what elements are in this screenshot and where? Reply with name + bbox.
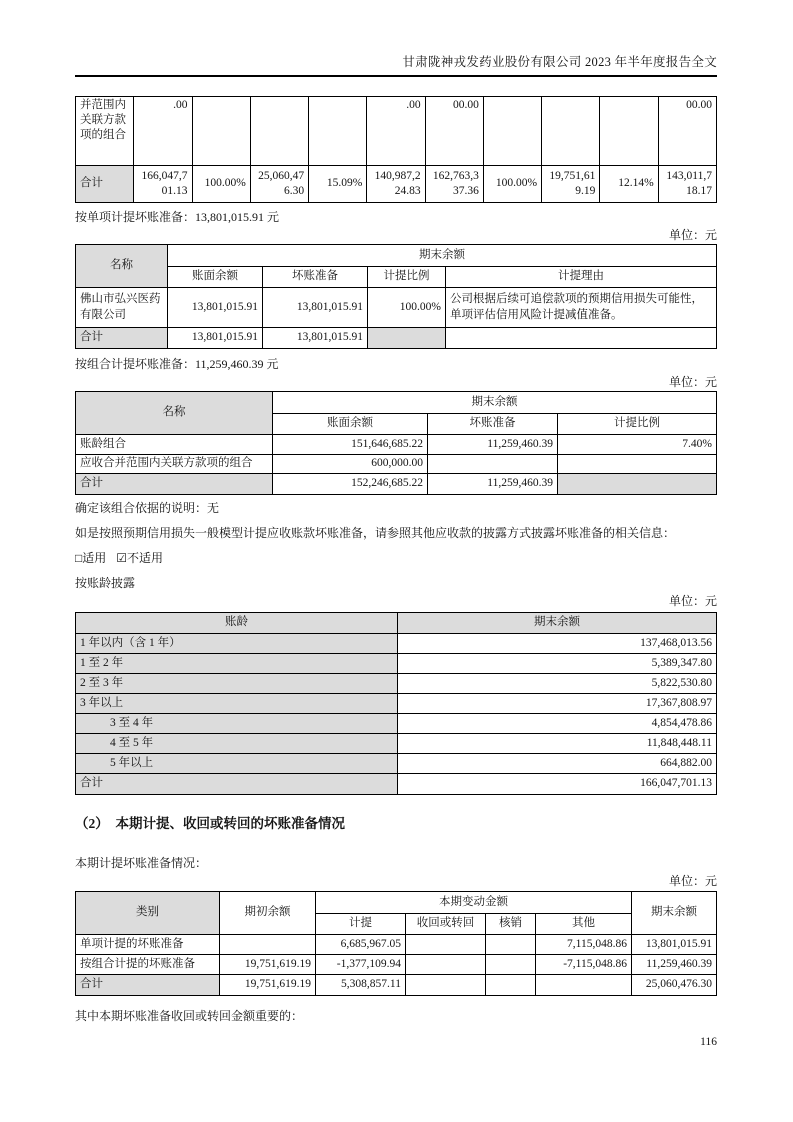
row-label-cell: 按组合计提的坏账准备 <box>76 955 220 975</box>
header-cell: 坏账准备 <box>263 267 368 288</box>
header-row <box>76 613 717 634</box>
value-cell <box>220 935 316 955</box>
value-cell: 152,246,685.22 <box>273 474 428 495</box>
value-cell: 公司根据后续可追偿款项的预期信用损失可能性，单项评估信用风险计提减值准备。 <box>446 288 717 328</box>
value-cell: 166,047,701.13 <box>134 166 192 203</box>
row-label-cell: 4 至 5 年 <box>76 734 398 754</box>
value-cell <box>428 455 558 474</box>
value-cell <box>446 328 717 349</box>
table-row <box>76 734 717 754</box>
document-header-title: 甘肃陇神戎发药业股份有限公司 2023 年半年度报告全文 <box>75 52 717 77</box>
value-cell: 13,801,015.91 <box>263 328 368 349</box>
total-row <box>76 166 717 203</box>
value-cell: 100.00% <box>483 166 541 203</box>
total-row <box>76 975 717 996</box>
value-cell: 600,000.00 <box>273 455 428 474</box>
table-row <box>76 455 717 474</box>
row-label-cell: 并范围内关联方款项的组合 <box>76 97 134 166</box>
section-2-heading: （2） 本期计提、收回或转回的坏账准备情况 <box>75 816 345 831</box>
header-cell: 计提比例 <box>368 267 446 288</box>
note-aging-disclosure: 按账龄披露 <box>75 576 136 590</box>
unit-label: 单位：元 <box>668 228 717 242</box>
value-cell <box>558 455 717 474</box>
row-label-cell: 2 至 3 年 <box>76 674 398 694</box>
value-cell: .00 <box>367 97 425 166</box>
value-cell: 13,801,015.91 <box>263 288 368 328</box>
row-label-cell: 5 年以上 <box>76 754 398 774</box>
value-cell: 137,468,013.56 <box>398 634 717 654</box>
value-cell: 11,259,460.39 <box>428 435 558 455</box>
value-cell: 162,763,337.36 <box>425 166 483 203</box>
value-cell <box>536 975 632 996</box>
value-cell: 166,047,701.13 <box>398 774 717 795</box>
header-row <box>76 392 717 414</box>
total-label-cell: 合计 <box>76 474 273 495</box>
checkbox-applicable: □适用 <box>75 551 107 565</box>
value-cell <box>406 935 486 955</box>
total-row <box>76 328 717 349</box>
table-row <box>76 714 717 734</box>
table-row <box>76 754 717 774</box>
table-row <box>76 674 717 694</box>
row-label-cell: 1 至 2 年 <box>76 654 398 674</box>
header-cell: 期末余额 <box>168 245 717 267</box>
value-cell <box>486 935 536 955</box>
aging-disclosure-table <box>75 612 717 795</box>
header-row <box>76 892 717 914</box>
value-cell: 664,882.00 <box>398 754 717 774</box>
value-cell <box>250 97 308 166</box>
value-cell: -7,115,048.86 <box>536 955 632 975</box>
header-cell: 计提比例 <box>558 414 717 435</box>
table-row <box>76 634 717 654</box>
value-cell <box>368 328 446 349</box>
note-single-item-provision: 按单项计提坏账准备：13,801,015.91 元 <box>75 210 280 224</box>
header-cell: 计提 <box>316 914 406 935</box>
value-cell <box>542 97 600 166</box>
value-cell: 13,801,015.91 <box>168 328 263 349</box>
value-cell: 151,646,685.22 <box>273 435 428 455</box>
value-cell: 11,848,448.11 <box>398 734 717 754</box>
row-label-cell: 3 至 4 年 <box>76 714 398 734</box>
total-label-cell: 合计 <box>76 975 220 996</box>
value-cell: 19,751,619.19 <box>542 166 600 203</box>
value-cell: 7.40% <box>558 435 717 455</box>
table-row <box>76 935 717 955</box>
note-current-provision-intro: 本期计提坏账准备情况： <box>75 856 208 870</box>
header-cell: 其他 <box>536 914 632 935</box>
value-cell <box>486 955 536 975</box>
provision-change-table <box>75 891 717 996</box>
header-row <box>76 245 717 267</box>
value-cell: .00 <box>134 97 192 166</box>
applicability-row <box>75 550 717 566</box>
total-row <box>76 774 717 795</box>
value-cell: 00.00 <box>658 97 716 166</box>
value-cell <box>483 97 541 166</box>
table-row <box>76 288 717 328</box>
value-cell: 13,801,015.91 <box>168 288 263 328</box>
page-number: 116 <box>700 1036 717 1048</box>
value-cell: 6,685,967.05 <box>316 935 406 955</box>
value-cell: 17,367,808.97 <box>398 694 717 714</box>
unit-label: 单位：元 <box>668 874 717 888</box>
checkbox-not-applicable: ☑不适用 <box>116 551 164 565</box>
value-cell: 140,987,224.83 <box>367 166 425 203</box>
header-cell: 账面余额 <box>168 267 263 288</box>
header-row <box>76 267 717 288</box>
value-cell: 15.09% <box>309 166 367 203</box>
header-cell: 类别 <box>76 892 220 935</box>
value-cell <box>309 97 367 166</box>
row-label-cell: 账龄组合 <box>76 435 273 455</box>
value-cell: 5,389,347.80 <box>398 654 717 674</box>
value-cell: 13,801,015.91 <box>632 935 717 955</box>
table-row <box>76 97 717 166</box>
unit-label: 单位：元 <box>668 594 717 608</box>
value-cell: 5,308,857.11 <box>316 975 406 996</box>
row-label-cell: 佛山市弘兴医药有限公司 <box>76 288 168 328</box>
note-ecl-model: 如是按照预期信用损失一般模型计提应收账款坏账准备，请参照其他应收款的披露方式披露坏账准备的相关信息： <box>75 526 676 540</box>
table-row <box>76 694 717 714</box>
note-recovery-important: 其中本期坏账准备收回或转回金额重要的： <box>75 1009 304 1023</box>
row-label-cell: 单项计提的坏账准备 <box>76 935 220 955</box>
value-cell: 11,259,460.39 <box>632 955 717 975</box>
portfolio-provision-table <box>75 391 717 495</box>
value-cell: 00.00 <box>425 97 483 166</box>
table-row <box>76 435 717 455</box>
value-cell: 4,854,478.86 <box>398 714 717 734</box>
header-cell: 计提理由 <box>446 267 717 288</box>
value-cell: 100.00% <box>368 288 446 328</box>
header-cell: 坏账准备 <box>428 414 558 435</box>
value-cell: 7,115,048.86 <box>536 935 632 955</box>
value-cell: 12.14% <box>600 166 658 203</box>
value-cell: 143,011,718.17 <box>658 166 716 203</box>
value-cell: 19,751,619.19 <box>220 975 316 996</box>
table-row <box>76 654 717 674</box>
unit-label: 单位：元 <box>668 375 717 389</box>
value-cell: -1,377,109.94 <box>316 955 406 975</box>
value-cell: 100.00% <box>192 166 250 203</box>
header-cell: 本期变动金额 <box>316 892 632 914</box>
header-cell: 账龄 <box>76 613 398 634</box>
value-cell <box>406 955 486 975</box>
value-cell: 11,259,460.39 <box>428 474 558 495</box>
header-cell: 名称 <box>76 392 273 435</box>
receivables-summary-continuation-table <box>75 96 717 203</box>
row-label-cell: 3 年以上 <box>76 694 398 714</box>
total-label-cell: 合计 <box>76 166 134 203</box>
total-label-cell: 合计 <box>76 774 398 795</box>
header-cell: 期末余额 <box>398 613 717 634</box>
value-cell: 25,060,476.30 <box>250 166 308 203</box>
header-cell: 期末余额 <box>273 392 717 414</box>
note-portfolio-provision: 按组合计提坏账准备：11,259,460.39 元 <box>75 357 279 371</box>
value-cell <box>192 97 250 166</box>
header-cell: 期末余额 <box>632 892 717 935</box>
value-cell <box>558 474 717 495</box>
header-cell: 核销 <box>486 914 536 935</box>
header-cell: 期初余额 <box>220 892 316 935</box>
row-label-cell: 应收合并范围内关联方款项的组合 <box>76 455 273 474</box>
value-cell <box>406 975 486 996</box>
value-cell: 19,751,619.19 <box>220 955 316 975</box>
value-cell <box>600 97 658 166</box>
single-item-provision-table <box>75 244 717 349</box>
value-cell: 5,822,530.80 <box>398 674 717 694</box>
total-label-cell: 合计 <box>76 328 168 349</box>
header-cell: 名称 <box>76 245 168 288</box>
note-portfolio-basis: 确定该组合依据的说明：无 <box>75 501 220 515</box>
header-cell: 账面余额 <box>273 414 428 435</box>
value-cell <box>486 975 536 996</box>
value-cell: 25,060,476.30 <box>632 975 717 996</box>
header-cell: 收回或转回 <box>406 914 486 935</box>
row-label-cell: 1 年以内（含 1 年） <box>76 634 398 654</box>
total-row <box>76 474 717 495</box>
table-row <box>76 955 717 975</box>
